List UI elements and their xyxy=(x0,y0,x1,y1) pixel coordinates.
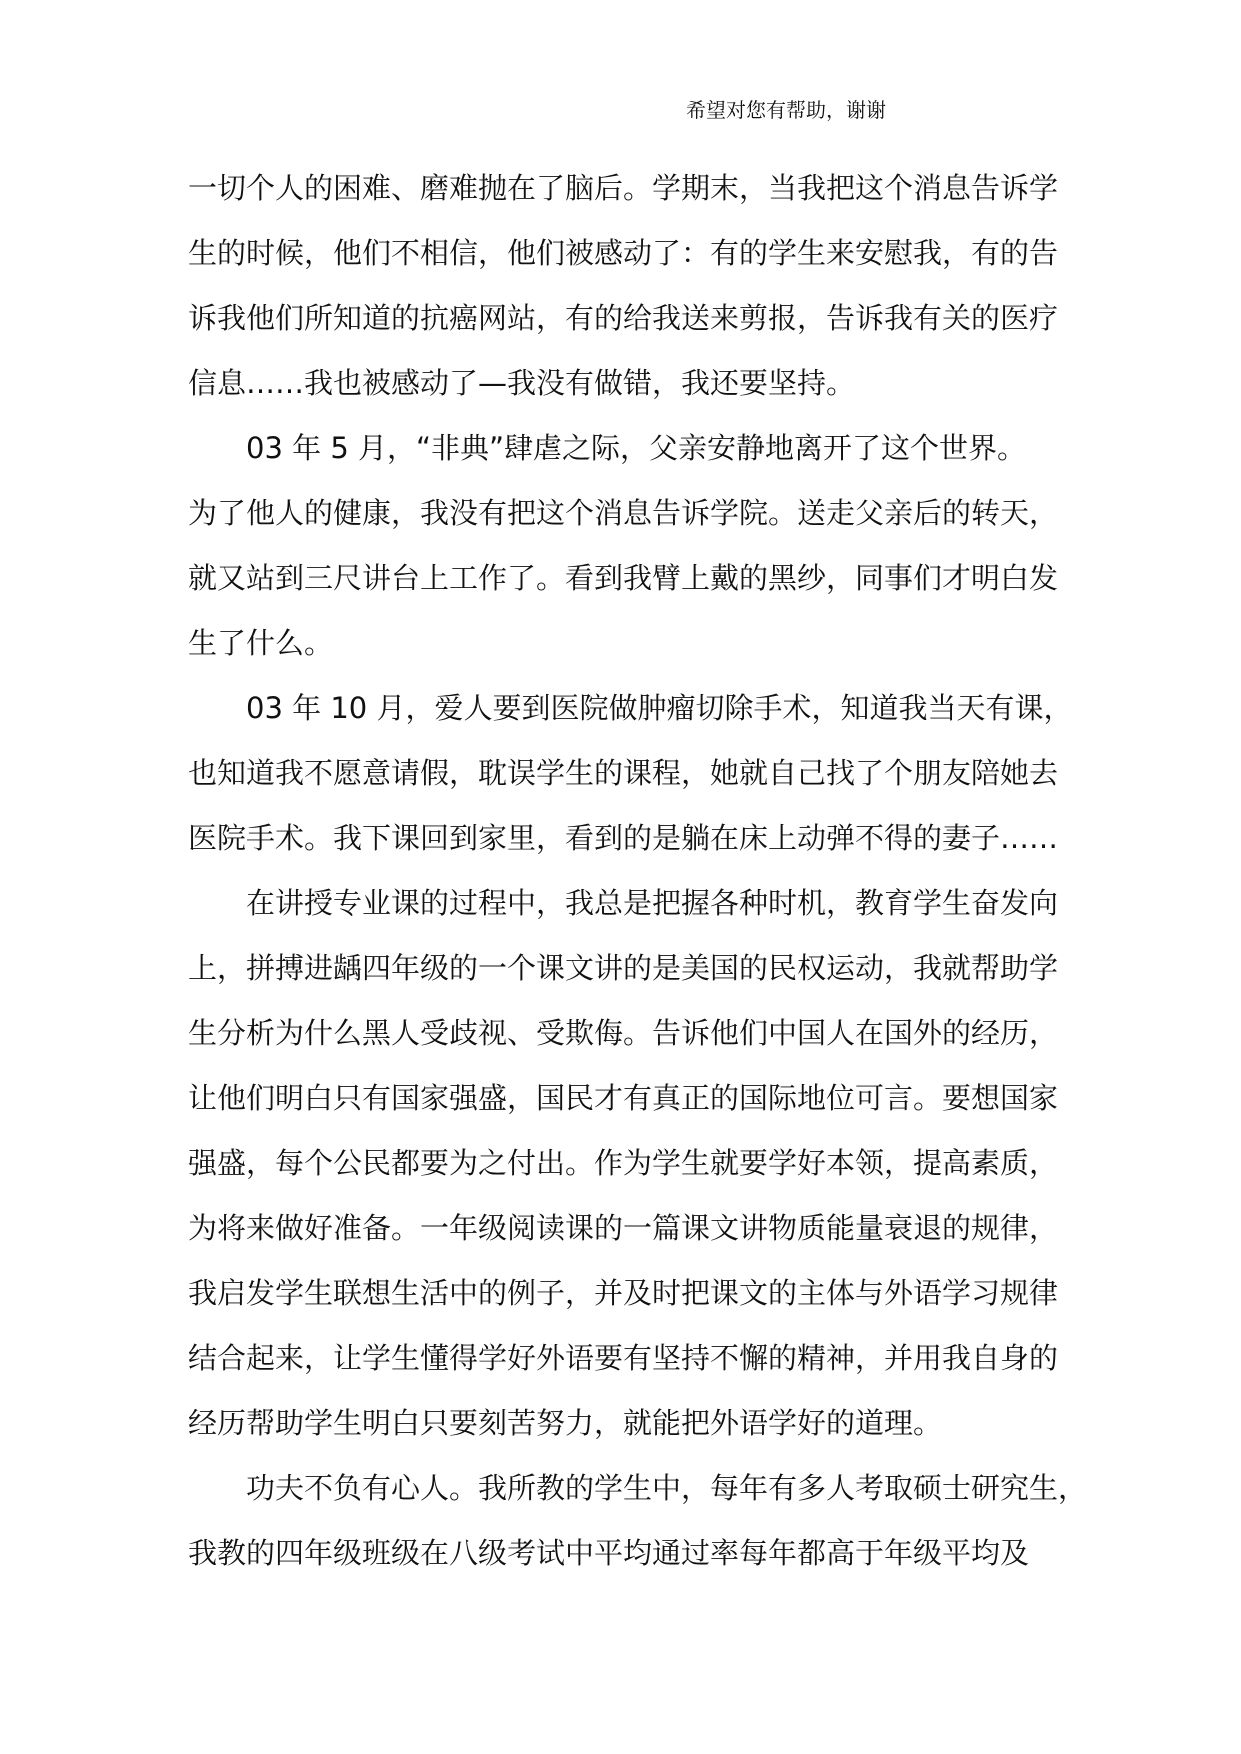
text-line: 经历帮助学生明白只要刻苦努力，就能把外语学好的道理。 xyxy=(188,1406,943,1440)
paragraph-start-line: 03 年 10 月，爱人要到医院做肿瘤切除手术，知道我当天有课， xyxy=(246,691,1073,725)
text-line: 让他们明白只有国家强盛，国民才有真正的国际地位可言。要想国家 xyxy=(188,1081,1059,1115)
text-line: 我教的四年级班级在八级考试中平均通过率每年都高于年级平均及 xyxy=(188,1536,1030,1570)
text-line: 为将来做好准备。一年级阅读课的一篇课文讲物质能量衰退的规律， xyxy=(188,1211,1059,1245)
page-header: 希望对您有帮助，谢谢 xyxy=(686,98,886,122)
paragraph-start-line: 功夫不负有心人。我所教的学生中，每年有多人考取硕士研究生， xyxy=(246,1471,1088,1505)
text-line: 强盛，每个公民都要为之付出。作为学生就要学好本领，提高素质， xyxy=(188,1146,1059,1180)
text-line: 生的时候，他们不相信，他们被感动了：有的学生来安慰我，有的告 xyxy=(188,236,1059,270)
text-line: 上，拼搏进龋四年级的一个课文讲的是美国的民权运动，我就帮助学 xyxy=(188,951,1059,985)
text-line: 也知道我不愿意请假，耽误学生的课程，她就自己找了个朋友陪她去 xyxy=(188,756,1059,790)
text-line: 医院手术。我下课回到家里，看到的是躺在床上动弹不得的妻子…… xyxy=(188,821,1059,855)
text-line: 就又站到三尺讲台上工作了。看到我臂上戴的黑纱，同事们才明白发 xyxy=(188,561,1059,595)
text-line: 为了他人的健康，我没有把这个消息告诉学院。送走父亲后的转天， xyxy=(188,496,1059,530)
text-line: 生分析为什么黑人受歧视、受欺侮。告诉他们中国人在国外的经历， xyxy=(188,1016,1059,1050)
paragraph-start-line: 03 年 5 月，“非典”肆虐之际，父亲安静地离开了这个世界。 xyxy=(246,431,1027,465)
text-line: 生了什么。 xyxy=(188,626,334,660)
paragraph-start-line: 在讲授专业课的过程中，我总是把握各种时机，教育学生奋发向 xyxy=(246,886,1059,920)
text-line: 我启发学生联想生活中的例子，并及时把课文的主体与外语学习规律 xyxy=(188,1276,1059,1310)
text-line: 诉我他们所知道的抗癌网站，有的给我送来剪报，告诉我有关的医疗 xyxy=(188,301,1059,335)
text-line: 一切个人的困难、磨难抛在了脑后。学期末，当我把这个消息告诉学 xyxy=(188,171,1059,205)
document-body xyxy=(188,156,1088,1586)
text-line: 结合起来，让学生懂得学好外语要有坚持不懈的精神，并用我自身的 xyxy=(188,1341,1059,1375)
text-line: 信息……我也被感动了—我没有做错，我还要坚持。 xyxy=(188,366,856,400)
